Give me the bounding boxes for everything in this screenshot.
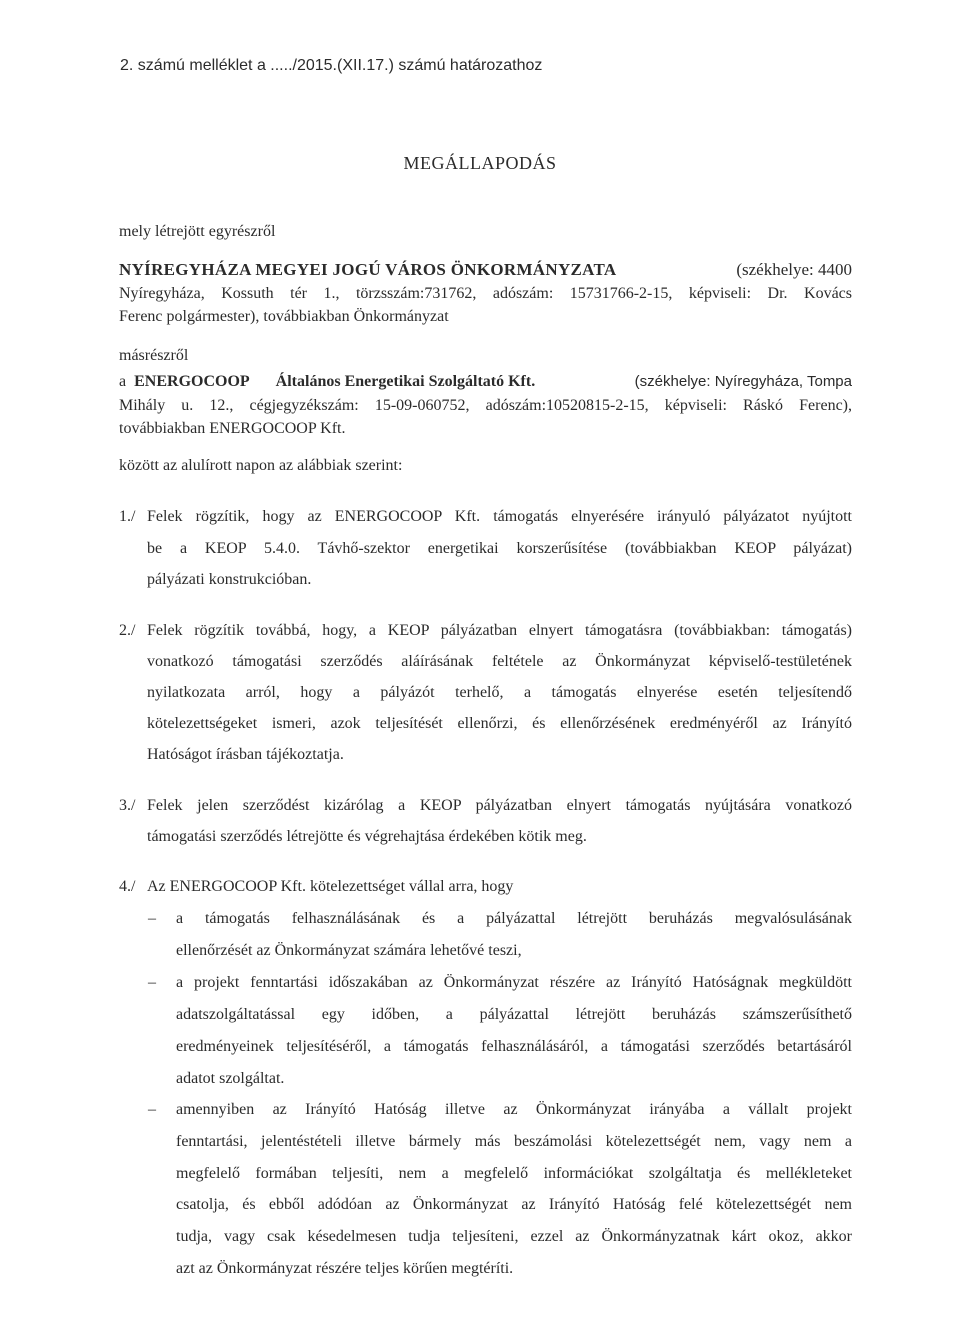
clause4-number: 4./ xyxy=(119,878,136,895)
party2-line3: továbbiakban ENERGOCOOP Kft. xyxy=(119,420,346,437)
bullet2-line3: eredményeinek teljesítéséről, a támogatás felhasználásáról, a támogatási szerződés betartásáról xyxy=(176,1038,852,1055)
between-statement: között az alulírott napon az alábbiak szerint: xyxy=(119,457,403,474)
bullet2-line4: adatot szolgáltat. xyxy=(176,1070,285,1087)
clause2-line5: Hatóságot írásban tájékoztatja. xyxy=(147,746,344,763)
bullet2-dash: – xyxy=(148,974,156,991)
party2-name: ENERGOCOOP xyxy=(134,373,250,390)
bullet2-line2: adatszolgáltatással egy időben, a pályázattal létrejött beruházás számszerűsíthető xyxy=(176,1006,852,1023)
bullet3-line1: amennyiben az Irányító Hatóság illetve az Önkormányzat irányába a vállalt projekt xyxy=(176,1101,852,1118)
party1-line2: Nyíregyháza, Kossuth tér 1., törzsszám:731762, adószám: 15731766-2-15, képviseli: Dr. Kovács xyxy=(119,285,852,302)
bullet3-line4: csatolja, és ebből adódóan az Önkormányzat az Irányító Hatóság felé kötelezettségét nem xyxy=(176,1196,852,1213)
bullet3-line6: azt az Önkormányzat részére teljes körűen megtéríti. xyxy=(176,1260,514,1277)
bullet3-line5: tudja, vagy csak késedelmesen tudja teljesíteni, ezzel az Önkormányzatnak kárt okoz, akkor xyxy=(176,1228,852,1245)
clause2-line1: Felek rögzítik továbbá, hogy, a KEOP pályázatban elnyert támogatásra (továbbiakban: támogatás) xyxy=(147,622,852,639)
document-title: MEGÁLLAPODÁS xyxy=(403,153,557,173)
other-side: másrészről xyxy=(119,347,189,364)
bullet3-line2: fenntartási, jelentéstételi illetve bármely más beszámolási kötelezettségét nem, vagy nem a xyxy=(176,1133,852,1150)
clause4-lead: Az ENERGOCOOP Kft. kötelezettséget vállal arra, hogy xyxy=(147,878,514,895)
clause2-line2: vonatkozó támogatási szerződés aláírásának feltétele az Önkormányzat képviselő-testületének xyxy=(147,653,852,670)
party1-name: NYÍREGYHÁZA MEGYEI JOGÚ VÁROS ÖNKORMÁNYZATA xyxy=(119,260,617,279)
clause3-line1: Felek jelen szerződést kizárólag a KEOP pályázatban elnyert támogatás nyújtására vonatkozó xyxy=(147,797,852,814)
intro-one-side: mely létrejött egyrészről xyxy=(119,223,276,240)
party1-seat-tail: (székhelye: 4400 xyxy=(736,260,852,279)
bullet1-line2: ellenőrzését az Önkormányzat számára lehetővé teszi, xyxy=(176,942,522,959)
party2-line2: Mihály u. 12., cégjegyzékszám: 15-09-060752, adószám:10520815-2-15, képviseli: Ráskó Ferenc), xyxy=(119,397,852,414)
clause1-line2: be a KEOP 5.4.0. Távhő-szektor energetikai korszerűsítése (továbbiakban KEOP pályázat) xyxy=(147,540,852,557)
clause2-line4: kötelezettségeket ismeri, azok teljesítését ellenőrzi, és ellenőrzésének eredményéről az Irányító xyxy=(147,715,852,732)
bullet1-dash: – xyxy=(148,910,156,927)
clause1-line1: Felek rögzítik, hogy az ENERGOCOOP Kft. támogatás elnyerésére irányuló pályázatot nyújtott xyxy=(147,508,852,525)
party2-prefix: a xyxy=(119,373,127,390)
party1-line1 xyxy=(119,260,852,280)
clause1-number: 1./ xyxy=(119,508,136,525)
bullet2-line1: a projekt fenntartási időszakában az Önkormányzat részére az Irányító Hatóságnak megküldött xyxy=(176,974,852,991)
party2-name-tail: Általános Energetikai Szolgáltató Kft. xyxy=(275,373,536,390)
party2-line1 xyxy=(119,372,852,392)
clause3-line2: támogatási szerződés létrejötte és végrehajtása érdekében kötik meg. xyxy=(147,828,587,845)
clause3-number: 3./ xyxy=(119,797,136,814)
bullet3-dash: – xyxy=(148,1101,156,1118)
clause2-number: 2./ xyxy=(119,622,136,639)
bullet3-line3: megfelelő formában teljesíti, nem a megfelelő információkat szolgáltatja és mellékleteket xyxy=(176,1165,852,1182)
annex-header: 2. számú melléklet a ...../2015.(XII.17.) számú határozathoz xyxy=(120,57,543,74)
party1-line3: Ferenc polgármester), továbbiakban Önkormányzat xyxy=(119,308,449,325)
clause1-line3: pályázati konstrukcióban. xyxy=(147,571,312,588)
party2-seat-tail: (székhelye: Nyíregyháza, Tompa xyxy=(634,373,852,390)
clause2-line3: nyilatkozata arról, hogy a pályázót terhelő, a támogatás elnyerése esetén teljesítendő xyxy=(147,684,852,701)
bullet1-line1: a támogatás felhasználásának és a pályázattal létrejött beruházás megvalósulásának xyxy=(176,910,852,927)
